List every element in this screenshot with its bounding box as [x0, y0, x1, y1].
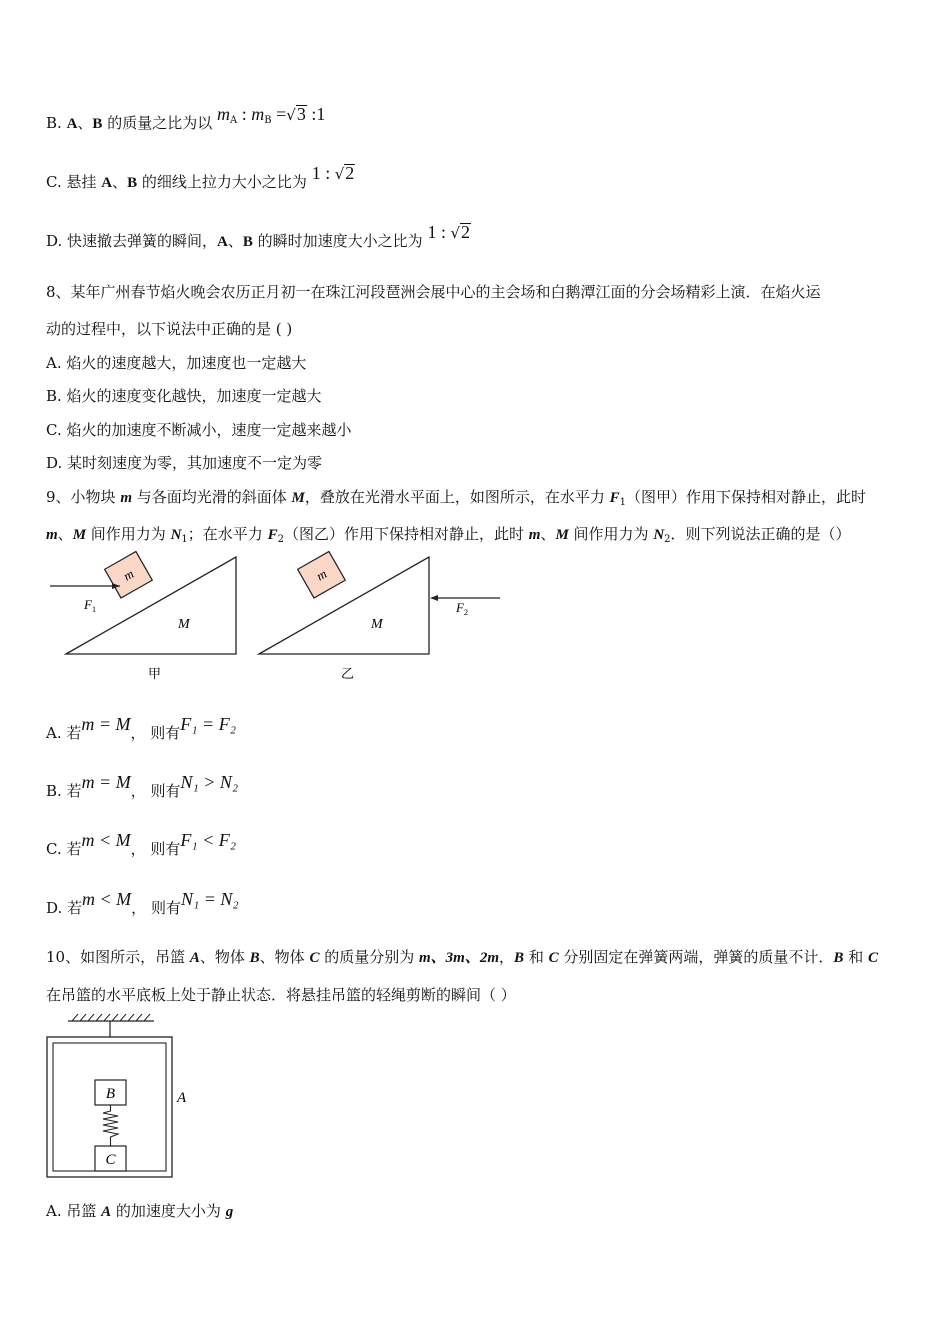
label-m-yi: m — [313, 565, 330, 584]
q9-figure — [40, 548, 510, 688]
q8-option-c: C. 焰火的加速度不断减小，速度一定越来越小 — [46, 421, 352, 439]
spring — [103, 1105, 118, 1146]
q9-stem-line1: 9、小物块 m 与各面均光滑的斜面体 M，叠放在光滑水平面上，如图所示，在水平力 $F_1$（图甲）作用下保持相对静止，此时 — [46, 488, 867, 508]
q7-option-d: D. 快速撤去弹簧的瞬间，A、B 的瞬时加速度大小之比为 1 : √2 — [46, 222, 471, 250]
q8-stem-line1: 8、某年广州春节焰火晚会农历正月初一在珠江河段琶洲会展中心的主会场和白鹅潭江面的分会场精彩上演．在焰火运 — [46, 283, 821, 301]
q8-option-d: D. 某时刻速度为零，其加速度不一定为零 — [46, 454, 323, 472]
q8-stem-line2: 动的过程中，以下说法中正确的是 ( ) — [46, 320, 293, 338]
q10-option-a: A. 吊篮 A 的加速度大小为 g — [46, 1202, 234, 1220]
q9-option-a: A. 若m = M， 则有F₁ = F₂ — [46, 714, 236, 742]
label-f2: $F_2$ — [456, 600, 468, 617]
q7-c-formula: 1 : √2 — [311, 163, 355, 183]
label-b: B — [105, 1086, 116, 1102]
force-f2-arrowhead — [430, 595, 438, 601]
q10-stem-line1: 10、如图所示，吊篮 A、物体 B、物体 C 的质量分别为 m、3m、2m，B 和 C 分别固定在弹簧两端，弹簧的质量不计．B 和 C — [46, 948, 878, 966]
label-a: A — [177, 1090, 187, 1106]
q10-stem-line2: 在吊篮的水平底板上处于静止状态．将悬挂吊篮的轻绳剪断的瞬间（ ） — [46, 986, 516, 1004]
q7-d-formula: 1 : √2 — [427, 222, 471, 242]
label-m-jia: m — [120, 565, 137, 584]
q8-option-a: A. 焰火的速度越大，加速度也一定越大 — [46, 354, 307, 372]
incline-yi — [259, 557, 429, 654]
q7-option-c: C. 悬挂 A、B 的细线上拉力大小之比为 1 : √2 — [46, 163, 355, 191]
q9-option-c: C. 若m < M， 则有F₁ < F₂ — [46, 830, 237, 858]
figure-jia — [50, 551, 236, 681]
figure-yi — [259, 551, 500, 681]
label-f1: $F_1$ — [84, 597, 96, 614]
q9-option-d: D. 若m < M， 则有N₁ = N₂ — [46, 889, 239, 917]
caption-jia: 甲 — [148, 666, 162, 681]
label-M-jia: M — [178, 617, 190, 632]
label-c: C — [105, 1152, 116, 1168]
ceiling-hatch — [72, 1014, 150, 1021]
q7-b-formula: $m_A$ : $m_B =√3$ :1 — [217, 104, 326, 126]
label-M-yi: M — [371, 617, 383, 632]
q10-figure — [40, 1010, 210, 1185]
caption-yi: 乙 — [341, 666, 355, 681]
q7-option-b: B. A、B 的质量之比为以 $m_A$ : $m_B =√3$ :1 — [46, 104, 326, 132]
q9-stem-line2: m、M 间作用力为 $N_1$；在水平力 $F_2$（图乙）作用下保持相对静止，此时 m、M 间作用力为 $N_2$．则下列说法正确的是（） — [46, 525, 851, 545]
q8-option-b: B. 焰火的速度变化越快，加速度一定越大 — [46, 387, 322, 405]
q9-option-b: B. 若m = M， 则有N₁ > N₂ — [46, 772, 239, 800]
